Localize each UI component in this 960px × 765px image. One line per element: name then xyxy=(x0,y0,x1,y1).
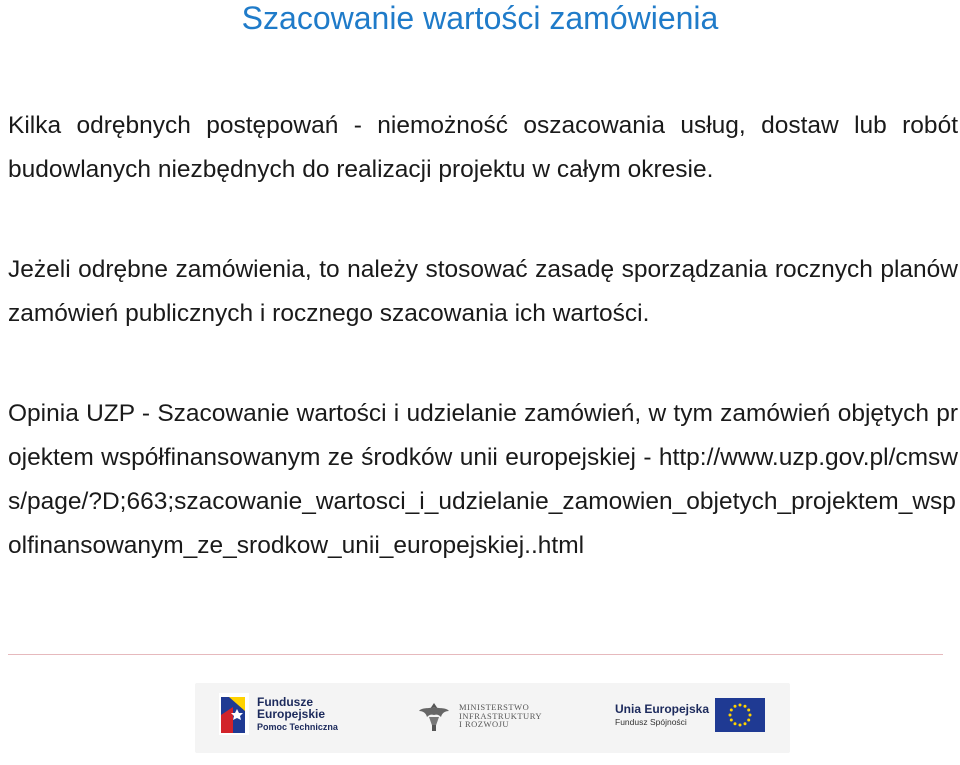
fe-line-2: Europejskie xyxy=(257,707,326,722)
ue-line-2: Fundusz Spójności xyxy=(615,717,687,728)
footer-logo-strip xyxy=(195,683,790,753)
paragraph-separate-orders: Jeżeli odrębne zamówienia, to należy stosować zasadę sporządzania rocznych planów zamówień publicznych i rocznego szacowania ich wartości. xyxy=(8,256,958,327)
fe-line-3: Pomoc Techniczna xyxy=(257,721,338,732)
fundusze-europejskie-logo xyxy=(219,693,338,735)
ue-line-1: Unia Europejska xyxy=(615,701,710,716)
paragraph-uzp-opinion: Opinia UZP - Szacowanie wartości i udzielanie zamówień, w tym zamówień objętych projektem współfinansowanym ze środków unii europejskiej - http://www.uzp.gov.pl/cmsws/page/?D;663;szacowanie_wartosci_i_udzielanie_zamowien_objetych_projektem_wspolfinansowanym_ze_srodkow_unii_europejskiej..html xyxy=(8,400,958,559)
mi-line-3: I ROZWOJU xyxy=(459,719,510,730)
ministerstwo-logo xyxy=(417,697,542,735)
unia-europejska-logo xyxy=(615,698,765,732)
fundusze-europejskie-icon xyxy=(219,693,249,735)
fe-line-1: Fundusze xyxy=(257,694,313,709)
page-title: Szacowanie wartości zamówienia xyxy=(241,0,719,36)
footer-divider xyxy=(8,654,943,655)
eu-flag-icon xyxy=(715,698,765,732)
mi-line-2: INFRASTRUKTURY xyxy=(459,710,543,721)
mi-line-1: MINISTERSTWO xyxy=(459,701,530,712)
polish-eagle-icon xyxy=(417,697,451,735)
paragraph-multiple-procedures: Kilka odrębnych postępowań - niemożność oszacowania usług, dostaw lub robót budowlanych niezbędnych do realizacji projektu w całym okresie. xyxy=(8,112,958,183)
